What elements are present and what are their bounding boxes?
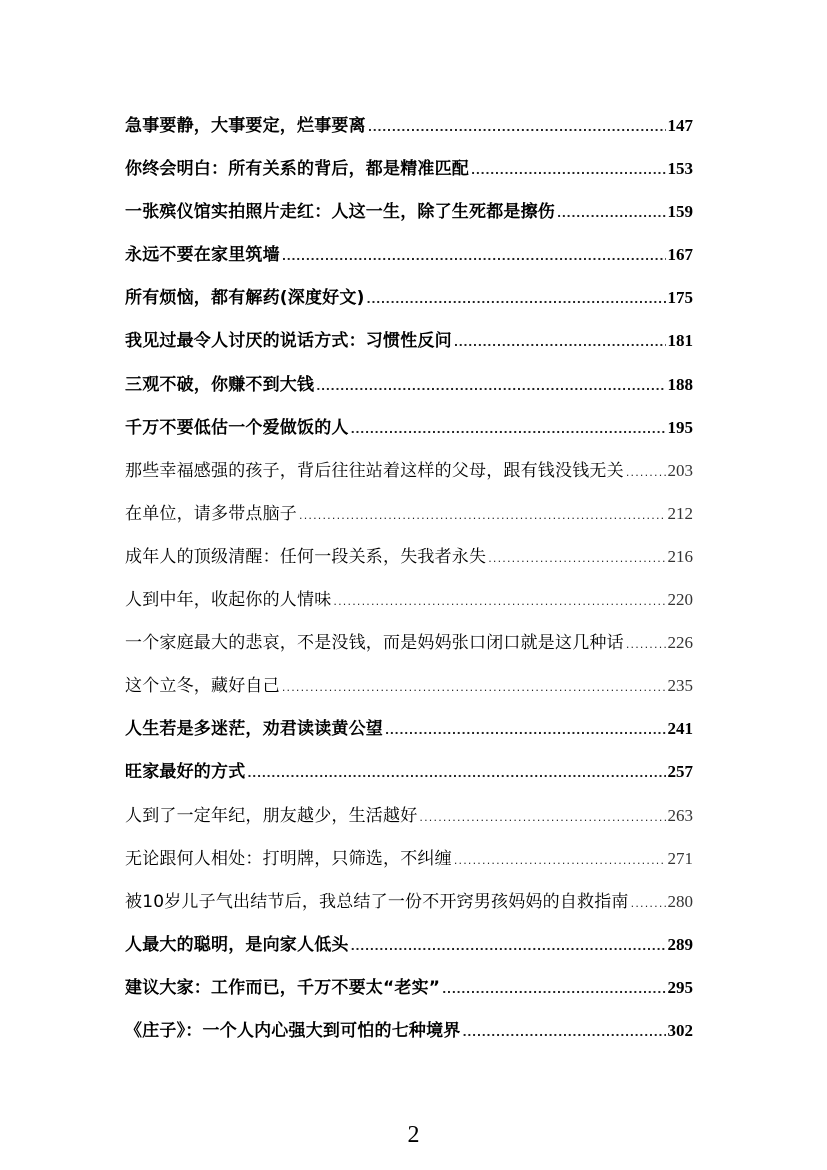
toc-entry-title: 三观不破，你赚不到大钱 [125,374,315,395]
toc-entry-page-number: 289 [667,934,693,954]
toc-entry[interactable] [125,585,693,628]
toc-dot-leader [442,975,665,1005]
toc-entry-title: 成年人的顶级清醒：任何一段关系，失我者永失 [125,546,487,567]
toc-entry-page-number: 271 [667,848,693,868]
toc-entry-title: 急事要静，大事要定，烂事要离 [125,116,366,136]
toc-entry-page-number: 159 [667,202,693,222]
toc-dot-leader [368,113,666,143]
toc-dot-leader [333,587,665,617]
toc-entry-title: 你终会明白：所有关系的背后，都是精准匹配 [125,159,469,180]
toc-dot-leader [282,242,666,272]
toc-entry-title: 人到了一定年纪，朋友越少，生活越好 [125,805,418,826]
toc-entry[interactable] [125,671,693,714]
toc-entry-title: 《庄子》：一个人内心强大到可怕的七种境界 [125,1020,461,1041]
toc-entry-title: 这个立冬，藏好自己 [125,676,280,697]
table-of-contents [125,111,693,1059]
toc-entry-title: 无论跟何人相处：打明牌，只筛选，不纠缠 [125,848,452,869]
toc-dot-leader [488,544,665,574]
toc-entry-page-number: 175 [667,288,693,308]
toc-entry-title: 一个家庭最大的悲哀，不是没钱，而是妈妈张口闭口就是这几种话 [125,633,624,654]
toc-entry[interactable] [125,973,693,1016]
toc-entry-title: 千万不要低估一个爱做饭的人 [125,417,349,438]
toc-dot-leader [316,372,665,402]
toc-dot-leader [385,716,666,746]
toc-entry-page-number: 295 [667,977,693,997]
toc-entry[interactable] [125,413,693,456]
toc-entry-page-number: 220 [667,590,693,610]
toc-entry-page-number: 203 [667,460,693,480]
toc-entry-title: 在单位，请多带点脑子 [125,503,297,524]
toc-dot-leader [471,156,666,186]
toc-dot-leader [631,889,666,919]
toc-entry[interactable] [125,283,693,326]
toc-dot-leader [454,846,666,876]
toc-entry-page-number: 188 [667,374,693,394]
toc-dot-leader [247,759,665,789]
toc-entry[interactable] [125,326,693,369]
toc-entry-title: 我见过最令人讨厌的说话方式：习惯性反问 [125,331,452,352]
toc-entry[interactable] [125,714,693,757]
toc-entry[interactable] [125,456,693,499]
toc-entry-title: 旺家最好的方式 [125,762,246,783]
toc-dot-leader [454,328,666,358]
toc-dot-leader [419,803,665,833]
toc-entry-title: 建议大家：工作而已，千万不要太“老实” [125,977,441,998]
toc-dot-leader [282,673,666,703]
toc-entry-page-number: 235 [667,676,693,696]
toc-entry[interactable] [125,111,693,154]
toc-entry[interactable] [125,757,693,800]
toc-entry-title: 那些幸福感强的孩子，背后往往站着这样的父母，跟有钱没钱无关 [125,460,624,481]
page-number: 2 [407,1122,420,1148]
toc-entry-page-number: 280 [667,891,693,911]
toc-entry-title: 人最大的聪明，是向家人低头 [125,934,349,955]
toc-entry-title: 被10岁儿子气出结节后，我总结了一份不开窍男孩妈妈的自救指南 [125,891,629,912]
toc-entry[interactable] [125,1016,693,1059]
toc-entry-page-number: 302 [667,1020,693,1040]
toc-entry-page-number: 226 [667,633,693,653]
toc-entry-title: 一张殡仪馆实拍照片走红：人这一生，除了生死都是擦伤 [125,202,555,223]
toc-entry[interactable] [125,542,693,585]
toc-dot-leader [351,415,666,445]
toc-entry-title: 所有烦恼，都有解药(深度好文) [125,288,365,309]
toc-entry[interactable] [125,844,693,887]
toc-entry[interactable] [125,930,693,973]
toc-entry-page-number: 241 [667,719,693,739]
toc-entry-title: 人到中年，收起你的人情味 [125,590,332,611]
toc-entry-page-number: 257 [667,762,693,782]
toc-dot-leader [463,1018,666,1048]
toc-entry-page-number: 212 [667,503,693,523]
toc-entry[interactable] [125,887,693,930]
toc-entry-page-number: 216 [667,546,693,566]
toc-dot-leader [626,458,666,488]
toc-entry-page-number: 167 [667,245,693,265]
toc-entry-page-number: 195 [667,417,693,437]
toc-entry-page-number: 263 [667,805,693,825]
toc-entry-page-number: 153 [667,159,693,179]
toc-entry[interactable] [125,370,693,413]
toc-dot-leader [557,199,666,229]
toc-dot-leader [351,932,666,962]
toc-entry-title: 永远不要在家里筑墙 [125,245,280,266]
toc-entry[interactable] [125,801,693,844]
toc-entry[interactable] [125,197,693,240]
toc-entry[interactable] [125,628,693,671]
toc-entry-page-number: 181 [667,331,693,351]
toc-dot-leader [299,501,666,531]
toc-entry[interactable] [125,154,693,197]
toc-entry[interactable] [125,240,693,283]
toc-dot-leader [626,630,666,660]
toc-entry-page-number: 147 [667,116,693,135]
toc-entry-title: 人生若是多迷茫，劝君读读黄公望 [125,719,383,740]
toc-entry[interactable] [125,499,693,542]
toc-dot-leader [367,285,666,315]
